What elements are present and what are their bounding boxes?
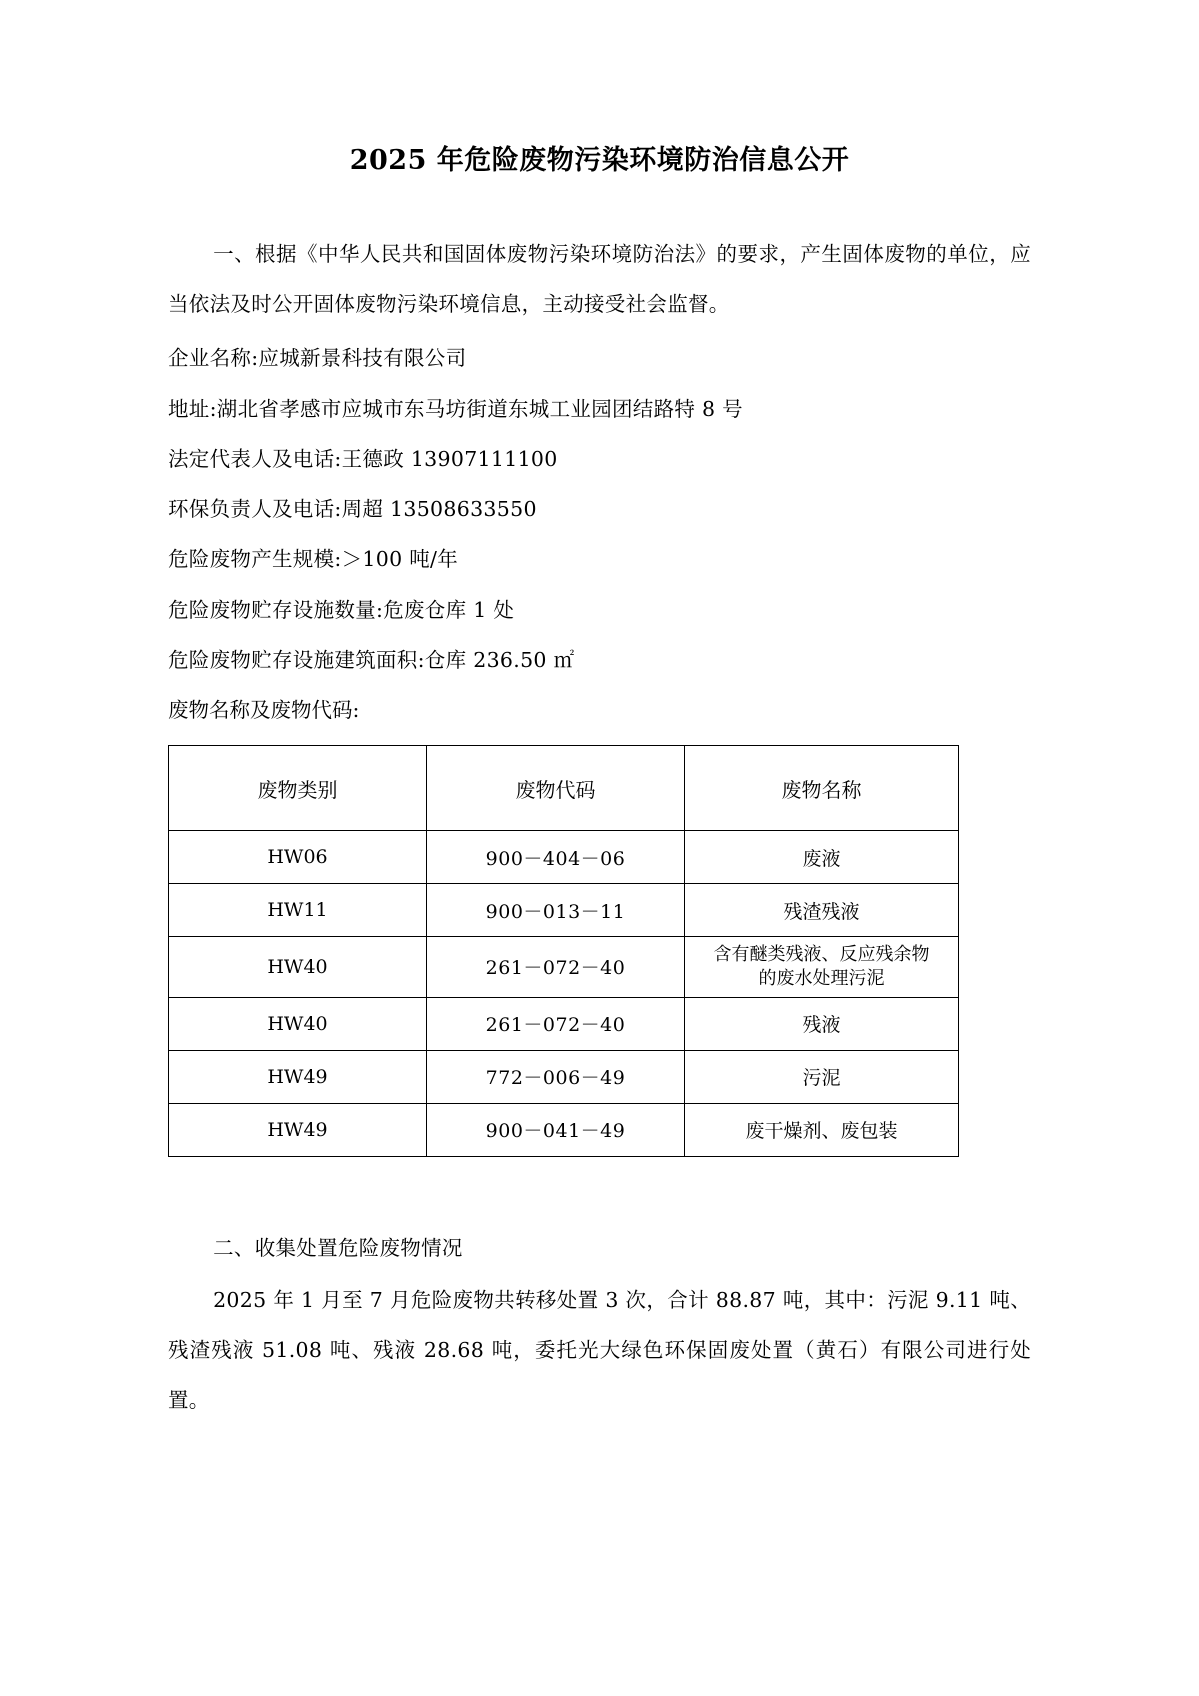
field-storage-facility-area: 危险废物贮存设施建筑面积:仓库 236.50 ㎡: [168, 647, 575, 672]
cell-name-line1: 含有醚类残液、反应残余物: [713, 944, 930, 966]
cell-name: 残渣残液: [685, 884, 959, 937]
cell-category: HW49: [169, 1103, 427, 1156]
field-storage-facility-count: 危险废物贮存设施数量:危废仓库 1 处: [168, 597, 515, 622]
field-waste-scale: 危险废物产生规模:＞100 吨/年: [168, 547, 459, 572]
cell-name: [685, 937, 959, 998]
section2-heading: 二、收集处置危险废物情况: [213, 1235, 463, 1260]
cell-code: 900－404－06: [427, 831, 685, 884]
section2: [168, 1223, 1031, 1426]
table-row: [169, 1050, 959, 1103]
section2-paragraph: 2025 年 1 月至 7 月危险废物共转移处置 3 次，合计 88.87 吨，其中：污泥 9.11 吨、残渣残液 51.08 吨、残液 28.68 吨，委托光大绿色环保固废处置（黄石）有限公司进行处置。: [168, 1287, 1031, 1413]
cell-code: 900－041－49: [427, 1103, 685, 1156]
cell-code: 772－006－49: [427, 1050, 685, 1103]
table-header-row: [169, 746, 959, 831]
cell-category: HW49: [169, 1050, 427, 1103]
waste-table-caption: 废物名称及废物代码:: [168, 697, 360, 722]
table-row: [169, 937, 959, 998]
cell-name: 废液: [685, 831, 959, 884]
cell-name: 废干燥剂、废包装: [685, 1103, 959, 1156]
field-address: 地址:湖北省孝感市应城市东马坊街道东城工业园团结路特 8 号: [168, 396, 743, 421]
field-company-name: 企业名称:应城新景科技有限公司: [168, 346, 467, 371]
cell-code: 261－072－40: [427, 997, 685, 1050]
column-header-code: 废物代码: [427, 746, 685, 831]
cell-name: 残液: [685, 997, 959, 1050]
waste-table: [168, 745, 959, 1157]
table-row: [169, 1103, 959, 1156]
cell-code: 900－013－11: [427, 884, 685, 937]
page-title: 2025 年危险废物污染环境防治信息公开: [349, 145, 850, 176]
table-row: [169, 884, 959, 937]
section1-paragraph: 一、根据《中华人民共和国固体废物污染环境防治法》的要求，产生固体废物的单位，应当依法及时公开固体废物污染环境信息，主动接受社会监督。: [168, 242, 1031, 317]
table-row: [169, 997, 959, 1050]
cell-category: HW11: [169, 884, 427, 937]
cell-code: 261－072－40: [427, 937, 685, 998]
table-row: [169, 831, 959, 884]
field-environment-officer: 环保负责人及电话:周超 13508633550: [168, 497, 537, 522]
cell-category: HW40: [169, 997, 427, 1050]
field-legal-representative: 法定代表人及电话:王德政 13907111100: [168, 446, 558, 471]
cell-category: HW40: [169, 937, 427, 998]
column-header-name: 废物名称: [685, 746, 959, 831]
cell-name-line2: 的废水处理污泥: [758, 967, 885, 989]
column-header-category: 废物类别: [169, 746, 427, 831]
cell-category: HW06: [169, 831, 427, 884]
cell-name: 污泥: [685, 1050, 959, 1103]
